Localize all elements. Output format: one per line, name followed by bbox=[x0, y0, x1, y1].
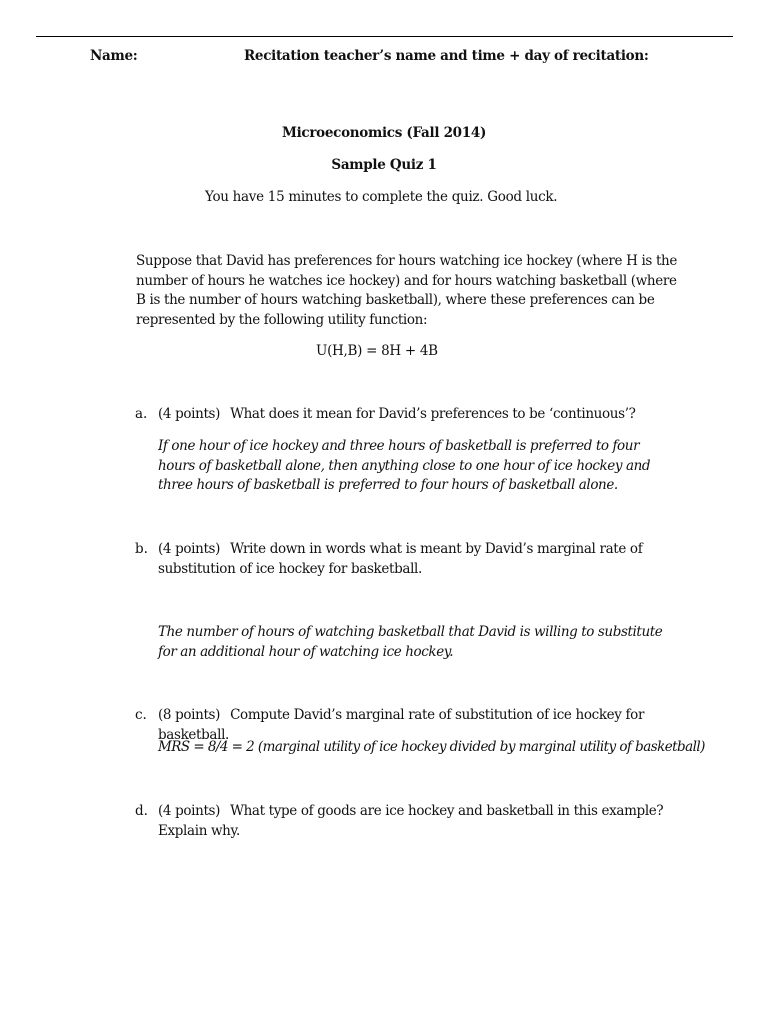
instructions: You have 15 minutes to complete the quiz. Good luck. bbox=[205, 189, 558, 205]
name-label: Name: bbox=[90, 48, 138, 64]
question-points: (4 points) bbox=[158, 803, 221, 819]
utility-formula: U(H,B) = 8H + 4B bbox=[316, 343, 438, 359]
question-prompt: Write down in words what is meant by David’s marginal rate of substitution of ice hockey for basketball. bbox=[158, 541, 643, 577]
top-rule bbox=[36, 36, 733, 37]
recitation-label: Recitation teacher’s name and time + day of recitation: bbox=[244, 48, 649, 64]
question-text bbox=[158, 540, 686, 579]
question-prompt: What does it mean for David’s preferences to be ‘continuous’? bbox=[230, 406, 636, 422]
question-points: (4 points) bbox=[158, 406, 221, 422]
question-points: (4 points) bbox=[158, 541, 221, 557]
answer-text: If one hour of ice hockey and three hours of basketball is preferred to four hours of basketball alone, then anything close to one hour of ice hockey and three hours of basketball is preferred to four hours of basketball alone. bbox=[158, 438, 651, 493]
answer-text: The number of hours of watching basketball that David is willing to substitute for an additional hour of watching ice hockey. bbox=[158, 624, 663, 660]
question-marker: a. bbox=[135, 406, 148, 422]
question-prompt: What type of goods are ice hockey and basketball in this example? Explain why. bbox=[158, 803, 664, 839]
question-text bbox=[158, 802, 678, 841]
question-text bbox=[158, 405, 688, 425]
question-marker: c. bbox=[135, 707, 147, 723]
question-marker: b. bbox=[135, 541, 148, 557]
question-points: (8 points) bbox=[158, 707, 221, 723]
course-title: Microeconomics (Fall 2014) bbox=[281, 125, 487, 141]
question-prompt: Compute David’s marginal rate of substitution of ice hockey for basketball. bbox=[158, 707, 645, 743]
quiz-title: Sample Quiz 1 bbox=[331, 157, 437, 173]
intro-paragraph: Suppose that David has preferences for hours watching ice hockey (where H is the number of hours he watches ice hockey) and for hours watching basketball (where B is the number of hours watching basketball), where these preferences can be represented by the following utility function: bbox=[136, 253, 678, 328]
question-marker: d. bbox=[135, 803, 148, 819]
answer-text: MRS = 8/4 = 2 (marginal utility of ice hockey divided by marginal utility of basketball) bbox=[158, 739, 705, 755]
